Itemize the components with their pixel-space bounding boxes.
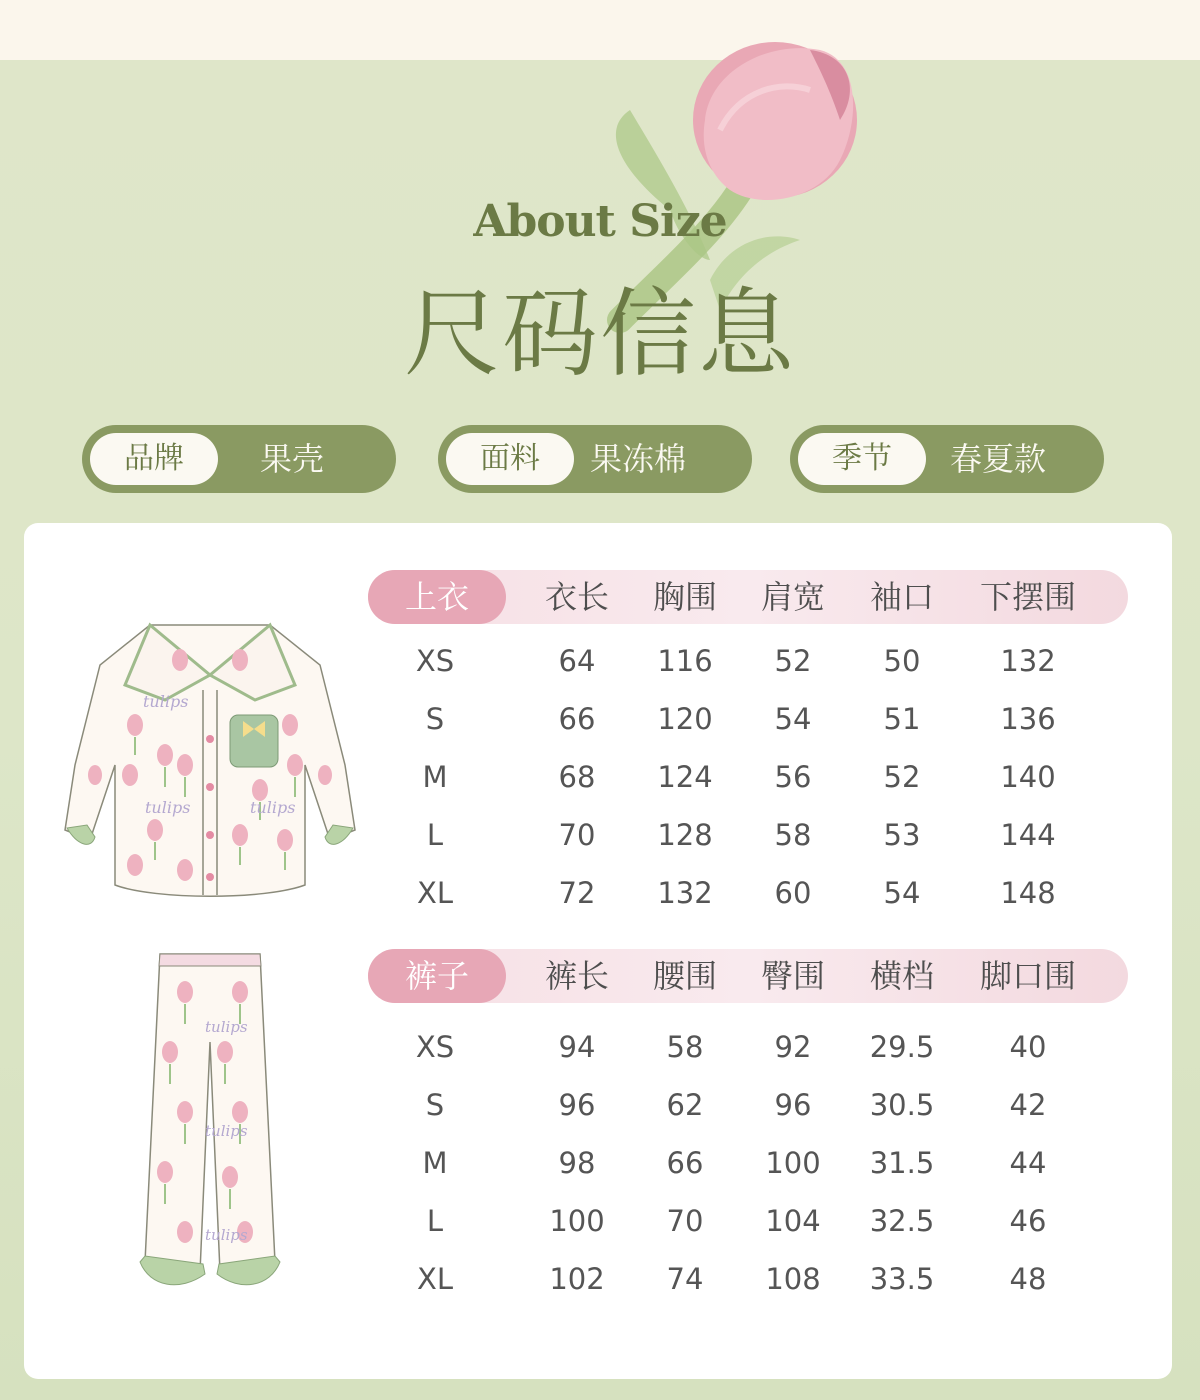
pants-column-header: 脚口围 (979, 957, 1076, 995)
top-value-cell: 128 (657, 818, 713, 852)
top-value-cell: 116 (657, 644, 713, 678)
pants-value-cell: 40 (1009, 1030, 1047, 1064)
pants-size-label: L (426, 1204, 444, 1238)
top-value-cell: 66 (558, 702, 596, 736)
pants-illustration (125, 952, 295, 1297)
season-label: 季节 (798, 433, 926, 485)
pants-column-header: 臀围 (760, 957, 825, 995)
top-value-cell: 70 (558, 818, 596, 852)
fabric-label: 面料 (446, 433, 574, 485)
pants-column-header: 横档 (869, 957, 934, 995)
pants-value-cell: 102 (549, 1262, 605, 1296)
pants-column-header: 腰围 (652, 957, 717, 995)
top-value-cell: 52 (883, 760, 921, 794)
tulips-text-2: tulips (145, 798, 191, 817)
pants-value-cell: 92 (774, 1030, 812, 1064)
pants-value-cell: 33.5 (869, 1262, 935, 1296)
top-value-cell: 68 (558, 760, 596, 794)
pants-size-label: S (425, 1088, 445, 1122)
tulips-text-4: tulips (205, 1018, 248, 1036)
pants-value-cell: 66 (666, 1146, 704, 1180)
about-size-title: About Size (473, 196, 727, 247)
season-value: 春夏款 (950, 440, 1047, 478)
tulips-text-1: tulips (143, 692, 189, 711)
top-category-tag: 上衣 (368, 570, 506, 624)
top-value-cell: 148 (1000, 876, 1056, 910)
tulips-text-6: tulips (205, 1226, 248, 1244)
pants-value-cell: 58 (666, 1030, 704, 1064)
top-value-cell: 64 (558, 644, 596, 678)
shirt-illustration (55, 615, 365, 905)
pants-size-label: XS (415, 1030, 455, 1064)
top-column-header: 衣长 (544, 578, 609, 616)
top-value-cell: 132 (657, 876, 713, 910)
top-column-header: 下摆围 (979, 578, 1076, 616)
pants-value-cell: 96 (774, 1088, 812, 1122)
top-value-cell: 53 (883, 818, 921, 852)
top-value-cell: 140 (1000, 760, 1056, 794)
pants-value-cell: 100 (549, 1204, 605, 1238)
top-value-cell: 120 (657, 702, 713, 736)
pants-value-cell: 104 (765, 1204, 821, 1238)
top-size-label: L (426, 818, 444, 852)
top-value-cell: 144 (1000, 818, 1056, 852)
top-value-cell: 72 (558, 876, 596, 910)
pants-value-cell: 42 (1009, 1088, 1047, 1122)
tulips-text-5: tulips (205, 1122, 248, 1140)
top-value-cell: 52 (774, 644, 812, 678)
pants-value-cell: 96 (558, 1088, 596, 1122)
pants-value-cell: 62 (666, 1088, 704, 1122)
top-value-cell: 60 (774, 876, 812, 910)
top-column-header: 肩宽 (760, 578, 825, 616)
top-value-cell: 124 (657, 760, 713, 794)
top-value-cell: 54 (774, 702, 812, 736)
top-size-label: S (425, 702, 445, 736)
pants-category-tag: 裤子 (368, 949, 506, 1003)
size-info-title: 尺码信息 (404, 278, 796, 390)
top-size-label: XS (415, 644, 455, 678)
pants-value-cell: 48 (1009, 1262, 1047, 1296)
pants-value-cell: 108 (765, 1262, 821, 1296)
fabric-pill (438, 425, 752, 493)
brand-pill (82, 425, 396, 493)
top-column-header: 袖口 (869, 578, 934, 616)
tulips-text-3: tulips (250, 798, 296, 817)
pants-value-cell: 46 (1009, 1204, 1047, 1238)
top-value-cell: 132 (1000, 644, 1056, 678)
season-pill (790, 425, 1104, 493)
top-value-cell: 54 (883, 876, 921, 910)
pants-value-cell: 32.5 (869, 1204, 935, 1238)
top-size-label: XL (416, 876, 454, 910)
top-value-cell: 136 (1000, 702, 1056, 736)
pants-value-cell: 31.5 (869, 1146, 935, 1180)
brand-value: 果壳 (260, 440, 325, 478)
pants-value-cell: 98 (558, 1146, 596, 1180)
pants-value-cell: 74 (666, 1262, 704, 1296)
top-value-cell: 58 (774, 818, 812, 852)
top-column-header: 胸围 (652, 578, 717, 616)
fabric-value: 果冻棉 (590, 440, 687, 478)
top-value-cell: 51 (883, 702, 921, 736)
pants-value-cell: 44 (1009, 1146, 1047, 1180)
top-value-cell: 50 (883, 644, 921, 678)
pants-value-cell: 29.5 (869, 1030, 935, 1064)
pants-column-header: 裤长 (544, 957, 609, 995)
pants-value-cell: 70 (666, 1204, 704, 1238)
pants-size-label: M (422, 1146, 448, 1180)
pants-value-cell: 94 (558, 1030, 596, 1064)
pants-size-label: XL (416, 1262, 454, 1296)
pants-value-cell: 30.5 (869, 1088, 935, 1122)
brand-label: 品牌 (90, 433, 218, 485)
top-value-cell: 56 (774, 760, 812, 794)
top-size-label: M (422, 760, 448, 794)
pants-value-cell: 100 (765, 1146, 821, 1180)
